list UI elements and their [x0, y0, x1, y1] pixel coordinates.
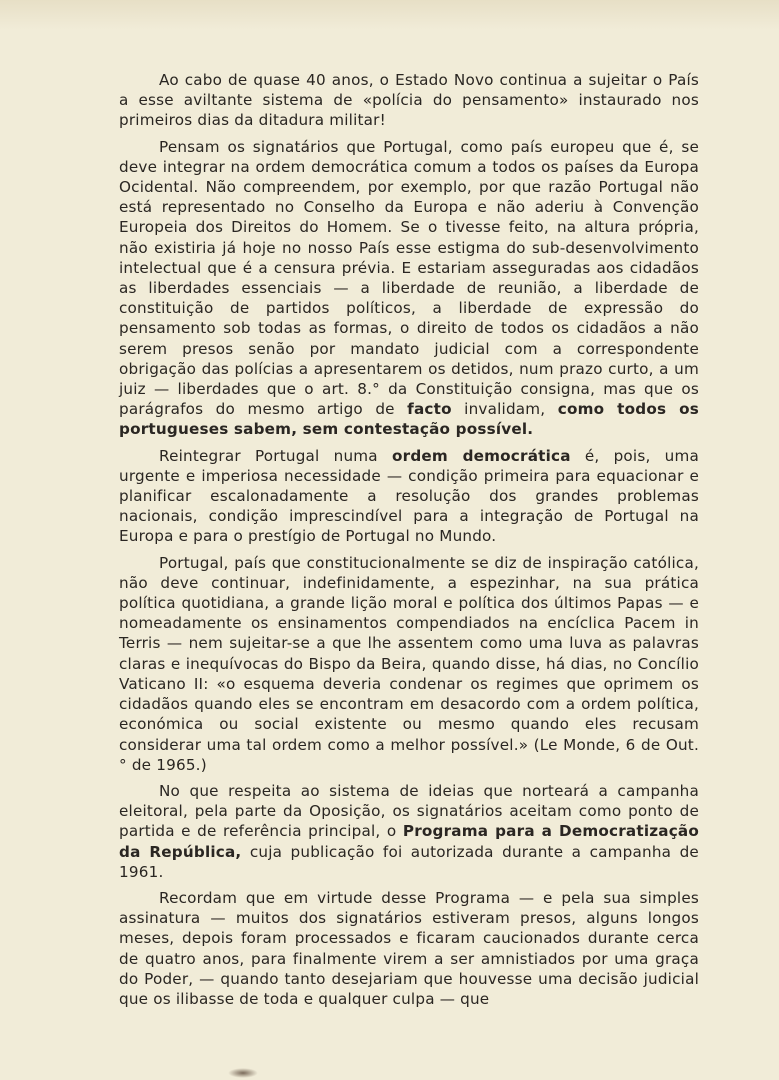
paragraph-3: [119, 446, 699, 547]
bold-emphasis: como todos os portugueses sabem, sem contestação possível.: [119, 400, 699, 439]
paragraph-text: é, pois, uma urgente e imperiosa necessidade — condição primeira para equacionar e planificar escalonadamente a resolução dos grandes problemas nacionais, condição imprescindível para a integração de Portugal na Europa e para o prestígio de Portugal no Mundo.: [119, 446, 699, 546]
bold-emphasis: ordem democrática: [392, 446, 571, 465]
paragraph-1: [119, 70, 699, 131]
paper-smudge: [228, 1068, 258, 1078]
paragraph-5: [119, 781, 699, 882]
paragraph-6: [119, 888, 699, 1009]
paragraph-text: Portugal, país que constitucionalmente se diz de inspiração católica, não deve continuar, indefinidamente, a espezinhar, na sua prática política quotidiana, a grande lição moral e política dos últimos Papas — e nomeadamente os ensinamentos compendiados na encíclica Pacem in Terris — nem sujeitar-se a que lhe assentem como uma luva as palavras claras e inequívocas do Bispo da Beira, quando disse, há dias, no Concílio Vaticano II: «o esquema deveria condenar os regimes que oprimem os cidadãos quando eles se encontram em desacordo com a ordem política, económica ou social existente ou mesmo quando eles recusam considerar uma tal ordem como a melhor possível.» (Le Monde, 6 de Out.° de 1965.): [119, 553, 699, 774]
paragraph-text: Ao cabo de quase 40 anos, o Estado Novo continua a sujeitar o País a esse aviltante sistema de «polícia do pensamento» instaurado nos primeiros dias da ditadura militar!: [119, 71, 699, 130]
paragraph-text: Reintegrar Portugal numa: [159, 446, 392, 465]
paragraph-text: invalidam,: [451, 400, 558, 419]
page-edge-shadow: [0, 0, 779, 30]
bold-emphasis: Programa para a Democratização da República,: [119, 822, 699, 861]
paragraph-2: [119, 137, 699, 440]
paragraph-text: Recordam que em virtude desse Programa — e pela sua simples assinatura — muitos dos signatários estiveram presos, alguns longos meses, depois foram processados e ficaram caucionados durante cerca de quatro anos, para finalmente virem a ser amnistiados por uma graça do Poder, — quando tanto desejariam que houvesse uma decisão judicial que os ilibasse de toda e qualquer culpa — que: [119, 888, 699, 1008]
bold-emphasis: facto: [407, 400, 452, 419]
paragraph-text: No que respeita ao sistema de ideias que norteará a campanha eleitoral, pela parte da Oposição, os signatários aceitam como ponto de partida e de referência principal, o: [119, 781, 699, 841]
paragraph-text: cuja publicação foi autorizada durante a campanha de 1961.: [119, 842, 699, 881]
paragraph-4: [119, 553, 699, 775]
paragraph-text: Pensam os signatários que Portugal, como país europeu que é, se deve integrar na ordem democrática comum a todos os países da Europa Ocidental. Não compreendem, por exemplo, por que razão Portugal não está representado no Conselho da Europa e não aderiu à Convenção Europeia dos Direitos do Homem. Se o tivesse feito, na altura própria, não existiria já hoje no nosso País esse estigma do sub-desenvolvimento intelectual que é a censura prévia. E estariam asseguradas aos cidadãos as liberdades essenciais — a liberdade de reunião, a liberdade de constituição de partidos políticos, a liberdade de expressão do pensamento sob todas as formas, o direito de todos os cidadãos a não serem presos senão por mandato judicial com a correspondente obrigação das polícias a apresentarem os detidos, num prazo curto, a um juiz — liberdades que o art. 8.° da Constituição consigna, mas que os parágrafos do mesmo artigo de: [119, 137, 699, 419]
document-body: [119, 70, 699, 1015]
